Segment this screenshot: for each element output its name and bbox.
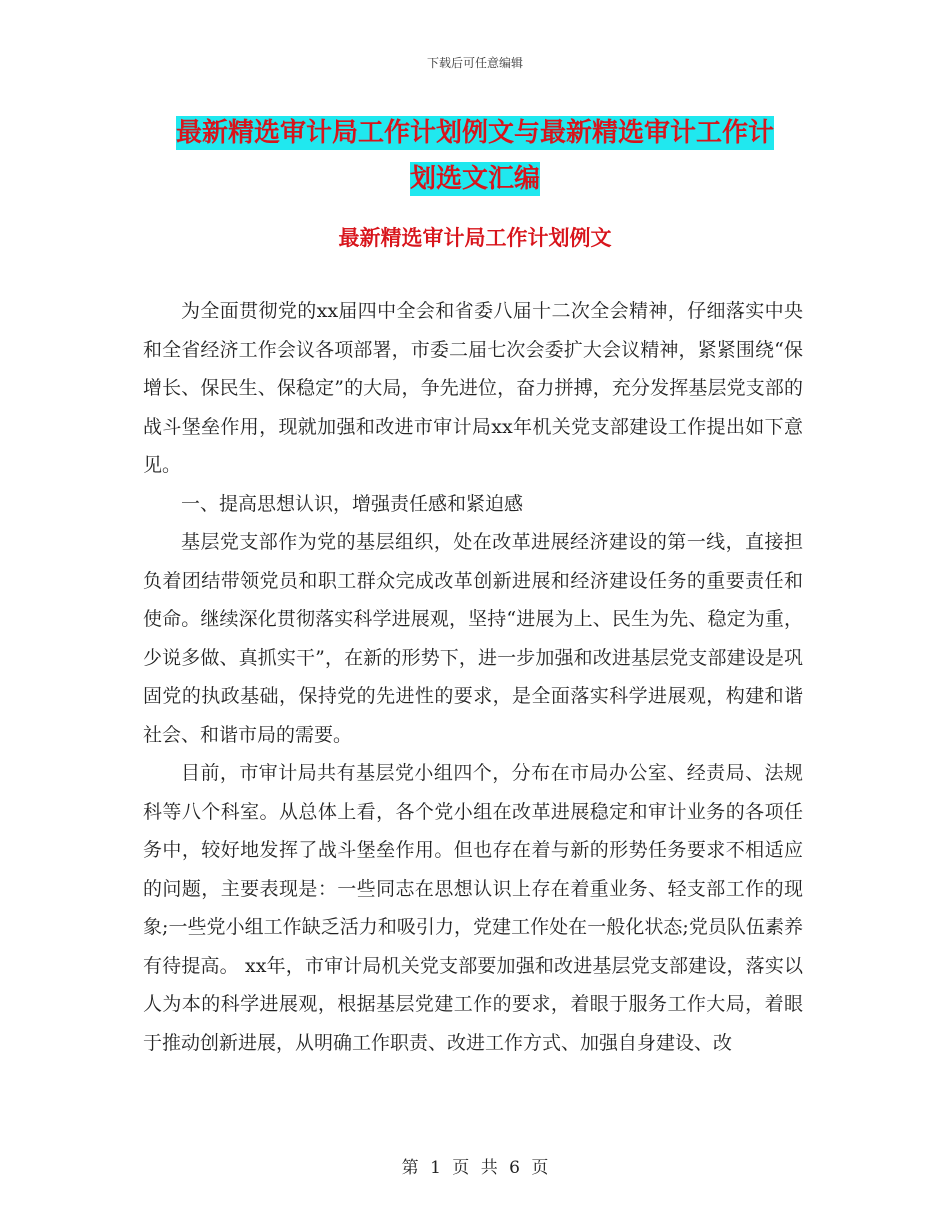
section-heading: 一、提高思想认识，增强责任感和紧迫感: [181, 492, 524, 515]
paragraph: 基层党支部作为党的基层组织，处在改革进展经济建设的第一线，直接担负着团结带领党员和职工群众完成改革创新进展和经济建设任务的重要责任和使命。继续深化贯彻落实科学进展观，坚持“进展为上、民生为先、稳定为重，少说多做、真抓实干”，在新的形势下，进一步加强和改进基层党支部建设是巩固党的执政基础，保持党的先进性的要求，是全面落实科学进展观，构建和谐社会、和谐市局的需要。: [143, 531, 803, 746]
document-title-line-1: 最新精选审计局工作计划例文与最新精选审计工作计: [175, 118, 774, 148]
header-note: 下载后可任意编辑: [426, 56, 523, 70]
document-title: [150, 110, 800, 202]
paragraph: 为全面贯彻党的xx届四中全会和省委八届十二次全会精神，仔细落实中央和全省经济工作会议各项部署，市委二届七次会委扩大会议精神，紧紧围绕“保增长、保民生、保稳定”的大局，争先进位，奋力拼搏，充分发挥基层党支部的战斗堡垒作用，现就加强和改进市审计局xx年机关党支部建设工作提出如下意见。: [143, 300, 803, 476]
document-title-line-2: 划选文汇编: [409, 164, 540, 194]
page-footer: 第 1 页 共 6 页: [401, 1158, 549, 1178]
paragraph: 目前，市审计局共有基层党小组四个，分布在市局办公室、经责局、法规科等八个科室。从总体上看，各个党小组在改革进展稳定和审计业务的各项任务中，较好地发挥了战斗堡垒作用。但也存在着与新的形势任务要求不相适应的问题，主要表现是：一些同志在思想认识上存在着重业务、轻支部工作的现象;一些党小组工作缺乏活力和吸引力，党建工作处在一般化状态;党员队伍素养有待提高。 xx年，市审计局机关党支部要加强和改进基层党支部建设，落实以人为本的科学进展观，根据基层党建工作的要求，着眼于服务工作大局，着眼于推动创新进展，从明确工作职责、改进工作方式、加强自身建设、改: [143, 762, 803, 1054]
document-body: [143, 292, 803, 1062]
section-title: 最新精选审计局工作计划例文: [338, 225, 612, 250]
